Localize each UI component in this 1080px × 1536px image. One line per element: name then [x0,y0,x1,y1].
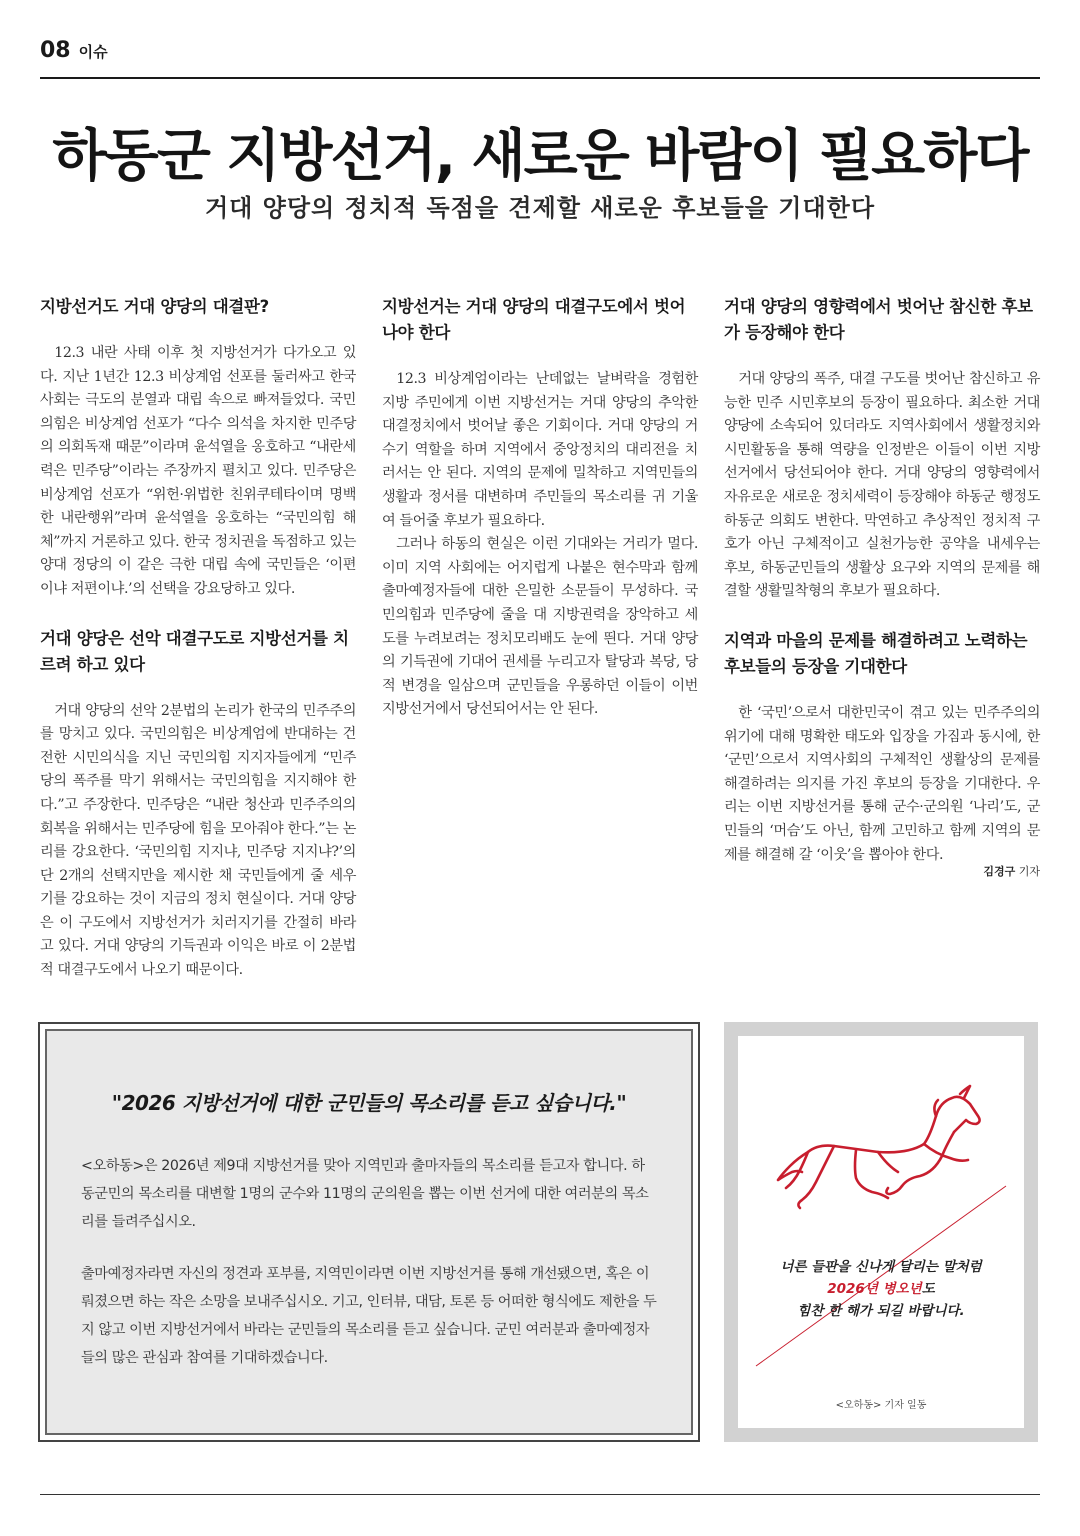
card-message [738,1256,1024,1322]
article-column-2 [382,294,698,746]
paragraph-4: 그러나 하동의 현실은 이런 기대와는 거리가 멀다. 이미 지역 사회에는 어지럽게 나붙은 현수막과 함께 출마예정자들에 대한 은밀한 소문들이 무성하다. 국민의힘과 민주당에 줄을 대 지방권력을 장악하고 세도를 누려보려는 정치모리배도 눈에 띈다. 거대 양당의 기득권에 기대어 권세를 누리고자 탈당과 복당, 당적 변경을 일삼으며 군민들을 우롱하던 이들이 이번 지방선거에서 당선되어서는 안 된다. [382,536,698,718]
paragraph-5: 거대 양당의 폭주, 대결 구도를 벗어난 참신하고 유능한 민주 시민후보의 등장이 필요하다. 최소한 거대 양당에 소속되어 있더라도 지역사회에서 생활정치와 시민활동을 통해 역량을 인정받은 이들이 이번 지방선거에서 당선되어야 한다. 거대 양당의 영향력에서 자유로운 새로운 정치세력이 등장해야 하동군 행정도 하동군 의회도 변한다. 막연하고 추상적인 정치적 구호가 아닌 구체적이고 실천가능한 공약을 내세우는 후보, 하동군민들의 생활상 요구와 지역의 문제를 해결할 생활밀착형의 후보가 필요하다. [724,371,1040,600]
notice-box [38,1022,700,1442]
new-year-card [724,1022,1038,1442]
subheadline: 거대 양당의 정치적 독점을 견제할 새로운 후보들을 기대한다 [204,193,876,222]
card-year-suffix: 도 [921,1281,935,1297]
card-line-1: 너른 들판을 신나게 달리는 말처럼 [780,1259,982,1275]
section-label: 이슈 [78,43,108,61]
article-column-1 [40,294,356,983]
section-heading-3: 지방선거는 거대 양당의 대결구도에서 벗어나야 한다 [382,297,686,342]
page-number: 08 [40,38,71,63]
section-heading-2: 거대 양당은 선악 대결구도로 지방선거를 치르려 하고 있다 [40,628,349,674]
headline: 하동군 지방선거, 새로운 바람이 필요하다 [52,124,1028,189]
card-line-3: 힘찬 한 해가 되길 바랍니다. [797,1303,965,1319]
page-header [40,38,108,74]
card-year: 2026년 병오년 [827,1281,922,1297]
card-credit: <오하동> 기자 일동 [835,1400,927,1411]
section-heading-1: 지방선거도 거대 양당의 대결판? [40,297,269,316]
paragraph-2: 거대 양당의 선악 2분법의 논리가 한국의 민주주의를 망치고 있다. 국민의힘은 비상계엄에 반대하는 건전한 시민의식을 지닌 국민의힘 지지자들에게 “민주당의 폭주를 막기 위해서는 국민의힘을 지지해야 한다.”고 주장한다. 민주당은 “내란 청산과 민주주의의 회복을 위해서는 민주당에 힘을 모아줘야 한다.”는 논리를 강요한다. ‘국민의힘 지지냐, 민주당 지지냐?’의 단 2개의 선택지만을 제시한 채 국민들에게 줄 세우기를 강요하는 것이 지금의 정치 현실이다. 거대 양당은 이 구도에서 지방선거가 치러지기를 간절히 바라고 있다. 거대 양당의 기득권과 이익은 바로 이 2분법적 대결구도에서 나오기 때문이다. [40,702,356,979]
bottom-rule [40,1494,1040,1495]
notice-box-inner [45,1029,693,1435]
section-heading-5: 지역과 마을의 문제를 해결하려고 노력하는 후보들의 등장을 기대한다 [724,630,1028,676]
byline-role: 기자 [1018,865,1040,879]
paragraph-6: 한 ‘국민’으로서 대한민국이 겪고 있는 민주주의의 위기에 대해 명확한 태도와 입장을 가짐과 동시에, 한 ‘군민’으로서 지역사회의 구체적인 생활상의 문제를 해결하려는 의지를 가진 후보의 등장을 기대한다. 우리는 이번 지방선거를 통해 군수·군의원 ‘나리’도, 군민들의 ‘머슴’도 아닌, 함께 고민하고 함께 지역의 문제를 해결해 갈 ‘이웃’을 뽑아야 한다. [724,704,1040,863]
paragraph-1: 12.3 내란 사태 이후 첫 지방선거가 다가오고 있다. 지난 1년간 12.3 비상계엄 선포를 둘러싸고 한국사회는 극도의 분열과 대립 속으로 빠져들었다. 국민의힘은 비상계엄 선포가 “다수 의석을 차지한 민주당의 의회독재 때문”이라며 윤석열을 옹호하고 “내란세력은 민주당”이라는 주장까지 펼치고 있다. 민주당은 비상계엄 선포가 “위헌·위법한 친위쿠테타이며 명백한 내란행위”라며 윤석열을 옹호하는 “국민의힘 해체”까지 거론하고 있다. 한국 정치권을 독점하고 있는 양대 정당의 이 같은 극한 대립 속에 국민들은 ‘이편이냐 저편이냐.’의 선택을 강요당하고 있다. [40,345,356,597]
card-line-2 [738,1278,1024,1300]
notice-title: "2026 지방선거에 대한 군민들의 목소리를 듣고 싶습니다." [111,1091,627,1115]
decorative-line [738,1036,1024,1428]
new-year-card-inner [738,1036,1024,1428]
article-column-3 [724,294,1040,879]
section-heading-4: 거대 양당의 영향력에서 벗어난 참신한 후보가 등장해야 한다 [724,297,1033,342]
byline-name: 김경구 [983,865,1016,879]
paragraph-3: 12.3 비상계엄이라는 난데없는 날벼락을 경험한 지방 주민에게 이번 지방선거는 거대 양당의 추악한 대결정치에서 벗어날 좋은 기회이다. 거대 양당의 거수기 역할을 하며 지역에서 중앙정치의 대리전을 치러서는 안 된다. 지역의 문제에 밀착하고 지역민들의 생활과 정서를 대변하며 주민들의 목소리를 귀 기울여 들어줄 후보가 필요하다. [382,371,698,529]
notice-paragraph-1: <오하동>은 2026년 제9대 지방선거를 맞아 지역민과 출마자들의 목소리를 듣고자 합니다. 하동군민의 목소리를 대변할 1명의 군수와 11명의 군의원을 뽑는 이번 선거에 대한 여러분의 목소리를 들려주십시오. [81,1158,649,1230]
notice-paragraph-2: 출마예정자라면 자신의 정견과 포부를, 지역민이라면 이번 지방선거를 통해 개선됐으면, 혹은 이뤄졌으면 하는 작은 소망을 보내주십시오. 기고, 인터뷰, 대담, 토론 등 어떠한 형식에도 제한을 두지 않고 이번 지방선거에서 바라는 군민들의 목소리를 듣고 싶습니다. 군민 여러분과 출마예정자들의 많은 관심과 참여를 기대하겠습니다. [81,1266,657,1366]
top-rule [40,77,1040,79]
